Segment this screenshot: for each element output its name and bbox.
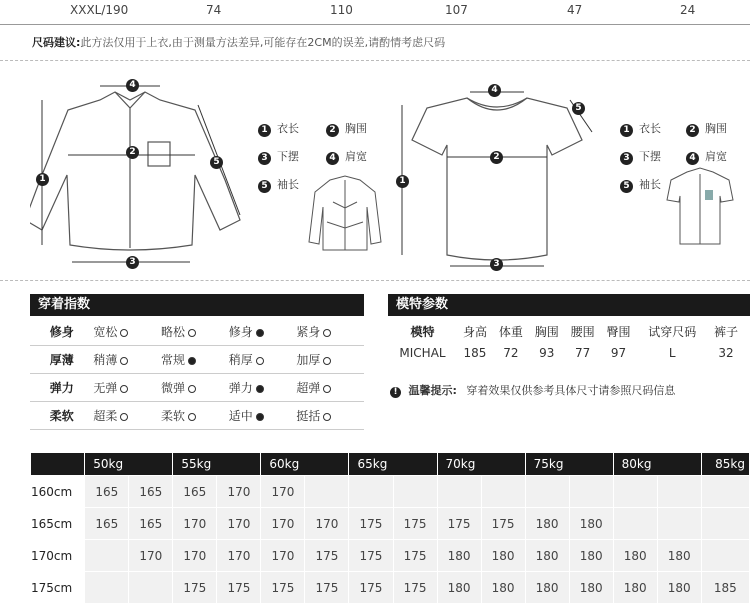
- legend-item: 5 袖长: [620, 176, 661, 193]
- size-cell: 175: [349, 540, 393, 572]
- size-cell: 170: [173, 508, 217, 540]
- marker-1-icon: 1: [396, 175, 409, 188]
- marker-5-icon: 5: [210, 156, 223, 169]
- size-cell: [613, 508, 657, 540]
- radio-icon: [323, 385, 331, 393]
- radio-icon: [256, 357, 264, 365]
- size-cell: [701, 540, 749, 572]
- size-value: 47: [567, 3, 583, 17]
- size-row-xxxl: [0, 0, 750, 25]
- size-cell: [129, 572, 173, 604]
- exclamation-icon: !: [390, 387, 401, 398]
- size-advice: [32, 34, 445, 50]
- size-cell: [657, 508, 701, 540]
- size-cell: 175: [393, 572, 437, 604]
- wearing-row: 柔软 超柔 柔软 适中 挺括: [30, 402, 364, 430]
- legend-item: 2 胸围: [326, 120, 367, 137]
- radio-icon: [120, 357, 128, 365]
- legend-item: 3 下摆: [620, 148, 661, 165]
- marker-5-icon: 5: [572, 102, 585, 115]
- size-row: [31, 508, 750, 540]
- size-cell: 170: [305, 508, 349, 540]
- size-cell: [393, 476, 437, 508]
- size-cell: 170: [217, 476, 261, 508]
- size-cell: 180: [525, 508, 569, 540]
- t-shirt-diagram: [392, 70, 602, 270]
- size-recommendation-table: [30, 452, 750, 604]
- size-row: [31, 572, 750, 604]
- legend-item: 1 衣长: [620, 120, 661, 137]
- size-cell: [525, 476, 569, 508]
- size-cell: 170: [261, 476, 305, 508]
- size-cell: [701, 508, 749, 540]
- size-cell: [349, 476, 393, 508]
- size-cell: 175: [393, 540, 437, 572]
- model-params-table: [388, 320, 744, 364]
- size-cell: [569, 476, 613, 508]
- size-cell: 175: [349, 508, 393, 540]
- radio-filled-icon: [256, 385, 264, 393]
- size-cell: [481, 476, 525, 508]
- marker-3-icon: 3: [490, 258, 503, 271]
- size-advice-label: 尺码建议:: [32, 36, 81, 49]
- legend-item: 1 衣长: [258, 120, 299, 137]
- wearing-index-header: 穿着指数: [30, 294, 364, 316]
- size-advice-text: 此方法仅用于上衣,由于测量方法差异,可能存在2CM的误差,请酌情考虑尺码: [80, 36, 446, 49]
- model-params-header: 模特参数: [388, 294, 750, 316]
- size-cell: [613, 476, 657, 508]
- radio-icon: [188, 385, 196, 393]
- weight-header-row: 50kg 55kg 60kg 65kg 70kg 75kg 80kg 85kg: [31, 453, 750, 476]
- radio-icon: [188, 413, 196, 421]
- radio-icon: [120, 413, 128, 421]
- size-cell: 175: [481, 508, 525, 540]
- size-cell: 180: [525, 540, 569, 572]
- size-cell: [85, 540, 129, 572]
- size-cell: 165: [173, 476, 217, 508]
- size-cell: 165: [85, 476, 129, 508]
- radio-icon: [120, 329, 128, 337]
- size-cell: 165: [129, 508, 173, 540]
- legend-item: 4 肩宽: [686, 148, 727, 165]
- marker-2-icon: 2: [126, 146, 139, 159]
- size-cell: 175: [349, 572, 393, 604]
- size-cell: 175: [393, 508, 437, 540]
- size-cell: 175: [305, 540, 349, 572]
- marker-3-icon: 3: [126, 256, 139, 269]
- size-cell: 185: [701, 572, 749, 604]
- size-cell: 180: [481, 540, 525, 572]
- height-label: 170cm: [31, 540, 85, 572]
- long-sleeve-shirt-diagram: [30, 70, 260, 270]
- size-row: [31, 540, 750, 572]
- marker-1-icon: 1: [36, 173, 49, 186]
- radio-icon: [323, 413, 331, 421]
- wearing-row: 修身 宽松 略松 修身 紧身: [30, 318, 364, 346]
- size-cell: 175: [217, 572, 261, 604]
- size-cell: 180: [525, 572, 569, 604]
- radio-filled-icon: [256, 329, 264, 337]
- size-value: 110: [330, 3, 353, 17]
- size-value: 107: [445, 3, 468, 17]
- marker-4-icon: 4: [126, 79, 139, 92]
- size-cell: 175: [261, 572, 305, 604]
- size-cell: [85, 572, 129, 604]
- divider: [0, 60, 750, 61]
- size-cell: 180: [613, 540, 657, 572]
- height-label: 160cm: [31, 476, 85, 508]
- legend-item: 2 胸围: [686, 120, 727, 137]
- size-cell: 170: [261, 508, 305, 540]
- size-cell: 170: [261, 540, 305, 572]
- size-cell: [701, 476, 749, 508]
- size-value: 24: [680, 3, 696, 17]
- legend-item: 5 袖长: [258, 176, 299, 193]
- model-params-value-row: MICHAL 185 72 93 77 97 L 32: [399, 346, 734, 360]
- size-cell: 180: [657, 540, 701, 572]
- size-cell: 180: [657, 572, 701, 604]
- radio-icon: [120, 385, 128, 393]
- size-cell: [657, 476, 701, 508]
- wearing-row: 弹力 无弹 微弹 弹力 超弹: [30, 374, 364, 402]
- size-cell: [437, 476, 481, 508]
- wearing-row: 厚薄 稍薄 常规 稍厚 加厚: [30, 346, 364, 374]
- wearing-index-table: [30, 318, 364, 430]
- size-cell: 170: [173, 540, 217, 572]
- radio-icon: [188, 329, 196, 337]
- size-cell: 180: [569, 508, 613, 540]
- size-cell: [305, 476, 349, 508]
- legend-item: 3 下摆: [258, 148, 299, 165]
- radio-filled-icon: [188, 357, 196, 365]
- size-cell: 180: [481, 572, 525, 604]
- size-cell: 175: [437, 508, 481, 540]
- size-cell: 175: [305, 572, 349, 604]
- size-cell: 165: [85, 508, 129, 540]
- size-cell: 180: [437, 540, 481, 572]
- radio-icon: [323, 357, 331, 365]
- tip: ! 温馨提示: 穿着效果仅供参考具体尺寸请参照尺码信息: [390, 382, 675, 398]
- model-params-header-row: 模特 身高 体重 胸围 腰围 臀围 试穿尺码 裤子: [410, 324, 739, 339]
- size-cell: 165: [129, 476, 173, 508]
- size-cell: 170: [217, 540, 261, 572]
- radio-filled-icon: [256, 413, 264, 421]
- divider: [0, 280, 750, 281]
- jacket-icon: [305, 172, 385, 254]
- size-cell: 180: [613, 572, 657, 604]
- radio-icon: [323, 329, 331, 337]
- marker-4-icon: 4: [488, 84, 501, 97]
- size-cell: 175: [173, 572, 217, 604]
- size-label: XXXL/190: [70, 3, 129, 17]
- height-label: 165cm: [31, 508, 85, 540]
- short-sleeve-shirt-icon: [665, 166, 735, 248]
- size-value: 74: [206, 3, 222, 17]
- marker-2-icon: 2: [490, 151, 503, 164]
- height-label: 175cm: [31, 572, 85, 604]
- size-cell: 180: [569, 540, 613, 572]
- size-row: [31, 476, 750, 508]
- size-cell: 170: [129, 540, 173, 572]
- size-cell: 180: [569, 572, 613, 604]
- legend-item: 4 肩宽: [326, 148, 367, 165]
- size-cell: 170: [217, 508, 261, 540]
- size-cell: 180: [437, 572, 481, 604]
